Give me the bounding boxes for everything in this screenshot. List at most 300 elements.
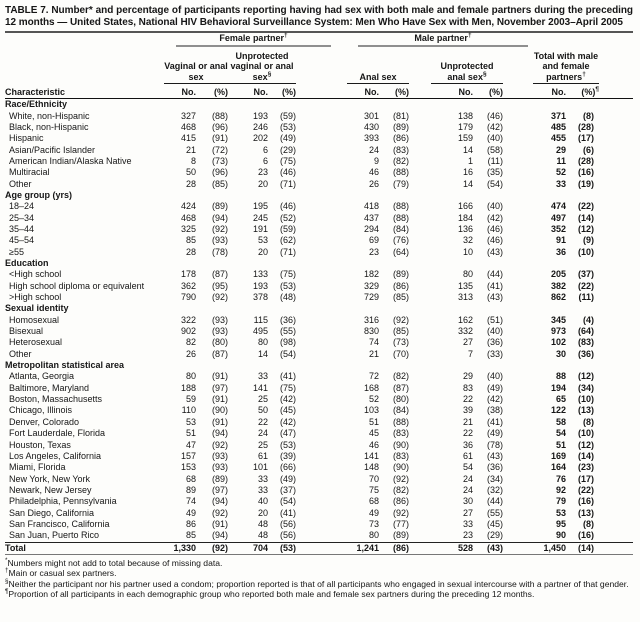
pct-cell: (43) [486, 292, 503, 303]
count-cell: 88 [555, 371, 566, 382]
footnotes [5, 558, 633, 599]
pct-cell: (96) [211, 167, 228, 178]
count-cell: 20 [257, 246, 268, 257]
row-label: Asian/Pacific Islander [9, 144, 96, 155]
pct-cell: (10) [577, 394, 594, 405]
subheader-unprotected-anal-sex: Unprotected anal sex§ [409, 47, 503, 84]
count-cell: 973 [550, 326, 566, 337]
count-cell: 91 [555, 235, 566, 246]
table-row [5, 451, 633, 462]
pct-cell: (92) [211, 439, 228, 450]
pct-cell: (83) [577, 337, 594, 348]
count-cell: 73 [368, 518, 379, 529]
count-cell: 902 [180, 326, 196, 337]
count-cell: 371 [550, 110, 566, 121]
footnote-partners: †Main or casual sex partners. [5, 567, 117, 579]
count-cell: 497 [550, 212, 566, 223]
count-cell: 28 [185, 246, 196, 257]
pct-cell: (90) [392, 462, 409, 473]
count-cell: 790 [180, 292, 196, 303]
count-cell: 29 [555, 144, 566, 155]
pct-cell: (92) [392, 473, 409, 484]
pct-cell: (58) [486, 144, 503, 155]
count-cell: 33 [257, 484, 268, 495]
table-row [5, 133, 633, 144]
pilcrow-footnote-marker: ¶ [5, 587, 9, 595]
characteristic-label: Characteristic [5, 87, 66, 98]
pct-cell: (84) [392, 223, 409, 234]
count-cell: 101 [252, 462, 268, 473]
total-row [5, 542, 633, 554]
pct-cell: (54) [279, 496, 296, 507]
row-label: White, non-Hispanic [9, 110, 90, 121]
count-cell: 329 [363, 280, 379, 291]
count-cell: 424 [180, 201, 196, 212]
count-cell: 32 [462, 235, 473, 246]
pct-column-header: (%) [268, 84, 296, 99]
pct-cell: (29) [279, 144, 296, 155]
pct-cell: (53) [279, 280, 296, 291]
pct-cell: (78) [486, 439, 503, 450]
pct-cell: (91) [211, 518, 228, 529]
row-label: Baltimore, Maryland [9, 382, 90, 393]
count-cell: 184 [457, 212, 473, 223]
pct-cell: (54) [279, 348, 296, 359]
subheader-anal-sex: Anal sex [296, 47, 409, 84]
dagger-footnote-marker: † [283, 32, 288, 40]
table-body [5, 99, 633, 555]
count-cell: 9 [373, 155, 379, 166]
count-cell: 325 [180, 223, 196, 234]
pct-cell: (36) [577, 348, 594, 359]
count-cell: 194 [550, 382, 566, 393]
pct-cell: (78) [211, 246, 228, 257]
table-row [5, 213, 633, 224]
pct-cell: (45) [279, 405, 296, 416]
count-cell: 179 [457, 121, 473, 132]
pct-cell: (37) [577, 269, 594, 280]
pct-cell: (64) [577, 326, 594, 337]
pct-cell: (95) [211, 280, 228, 291]
count-cell: 8 [190, 155, 196, 166]
count-cell: 80 [462, 269, 473, 280]
count-cell: 122 [550, 405, 566, 416]
count-cell: 136 [457, 223, 473, 234]
row-label: High school diploma or equivalent [9, 280, 145, 291]
count-cell: 382 [550, 280, 566, 291]
pct-cell: (17) [577, 473, 594, 484]
table-row [5, 326, 633, 337]
pct-cell: (64) [392, 246, 409, 257]
table-row [5, 440, 633, 451]
pct-cell: (53) [279, 439, 296, 450]
count-cell: 69 [368, 235, 379, 246]
pct-cell: (55) [279, 326, 296, 337]
pct-cell: (66) [279, 462, 296, 473]
count-cell: 704 [228, 542, 268, 554]
pct-cell: (36) [279, 314, 296, 325]
pct-cell: (46) [486, 235, 503, 246]
pct-cell: (41) [279, 371, 296, 382]
pct-cell: (43) [486, 246, 503, 257]
count-cell: 58 [555, 416, 566, 427]
count-cell: 30 [462, 496, 473, 507]
count-cell: 164 [550, 462, 566, 473]
count-cell: 115 [253, 314, 268, 325]
count-cell: 110 [181, 405, 196, 416]
pct-cell: (54) [486, 178, 503, 189]
pct-cell: (41) [486, 280, 503, 291]
row-label: Philadelphia, Pennsylvania [9, 496, 117, 507]
count-cell: 24 [462, 484, 473, 495]
count-cell: 74 [368, 337, 379, 348]
row-label: New York, New York [9, 473, 91, 484]
pct-cell: (87) [211, 269, 228, 280]
count-cell: 193 [252, 110, 268, 121]
count-cell: 332 [457, 326, 473, 337]
count-cell: 10 [462, 246, 473, 257]
pct-cell: (47) [279, 428, 296, 439]
pct-cell: (94) [211, 212, 228, 223]
pct-cell: (56) [279, 530, 296, 541]
pct-cell: (42) [486, 394, 503, 405]
pct-cell: (72) [211, 144, 228, 155]
male-partner-label: Male partner† [358, 33, 528, 47]
row-label: Boston, Massachusetts [9, 394, 103, 405]
count-cell: 61 [462, 450, 473, 461]
count-cell: 138 [457, 110, 473, 121]
pct-cell: (8) [583, 110, 594, 121]
count-cell: 39 [462, 405, 473, 416]
count-cell: 33 [462, 518, 473, 529]
pct-cell: (93) [211, 314, 228, 325]
count-cell: 153 [180, 462, 196, 473]
count-cell: 68 [185, 473, 196, 484]
pct-cell: (71) [279, 246, 296, 257]
count-cell: 45 [368, 428, 379, 439]
pct-cell: (88) [392, 212, 409, 223]
pct-cell: (82) [392, 484, 409, 495]
table-row [5, 405, 633, 416]
asterisk-footnote-marker: * [5, 557, 8, 565]
count-cell: 20 [257, 507, 268, 518]
count-cell: 51 [368, 416, 379, 427]
row-label: Heterosexual [9, 337, 63, 348]
pct-cell: (9) [583, 235, 594, 246]
count-cell: 148 [363, 462, 379, 473]
pct-cell: (28) [577, 155, 594, 166]
pct-cell: (10) [577, 428, 594, 439]
count-cell: 70 [368, 473, 379, 484]
pct-cell: (85) [392, 326, 409, 337]
count-cell: 191 [252, 223, 268, 234]
pct-cell: (12) [577, 223, 594, 234]
count-cell: 82 [185, 337, 196, 348]
pct-cell: (73) [392, 337, 409, 348]
section-header-row [5, 190, 633, 201]
table-row [5, 315, 633, 326]
dagger-footnote-marker: † [5, 567, 9, 575]
pct-cell: (89) [392, 530, 409, 541]
count-cell: 86 [185, 518, 196, 529]
count-cell: 468 [180, 212, 196, 223]
pct-cell: (85) [211, 178, 228, 189]
row-label: ≥55 [9, 246, 24, 257]
count-cell: 75 [368, 484, 379, 495]
count-cell: 345 [550, 314, 566, 325]
row-label: Bisexual [9, 326, 44, 337]
pct-cell: (89) [211, 201, 228, 212]
count-cell: 21 [185, 144, 196, 155]
count-cell: 246 [252, 121, 268, 132]
count-cell: 528 [409, 542, 473, 554]
row-label: Black, non-Hispanic [9, 121, 89, 132]
pct-cell: (70) [392, 348, 409, 359]
count-cell: 28 [185, 178, 196, 189]
pct-cell: (37) [279, 484, 296, 495]
count-cell: 1 [467, 155, 473, 166]
count-cell: 80 [257, 337, 268, 348]
pct-cell: (90) [211, 405, 228, 416]
row-label: Homosexual [9, 314, 60, 325]
pct-cell: (80) [392, 394, 409, 405]
count-cell: 36 [555, 246, 566, 257]
count-cell: 16 [462, 167, 473, 178]
section-sign-footnote-marker: § [482, 70, 487, 78]
pct-cell: (75) [279, 155, 296, 166]
pct-cell: (46) [279, 201, 296, 212]
table-row [5, 269, 633, 280]
total-group-header [503, 32, 633, 84]
pct-cell: (14) [577, 450, 594, 461]
row-label: Miami, Florida [9, 462, 66, 473]
section-header-row [5, 258, 633, 269]
pct-cell: (91) [211, 394, 228, 405]
pct-cell: (42) [279, 416, 296, 427]
pct-cell: (22) [577, 201, 594, 212]
no-column-header: No. [503, 84, 566, 99]
count-cell: 205 [550, 269, 566, 280]
dagger-footnote-marker: † [582, 70, 586, 78]
female-partner-group-header [159, 32, 296, 47]
pct-cell: (53) [279, 121, 296, 132]
table-row [5, 179, 633, 190]
pct-cell: (49) [486, 382, 503, 393]
pct-cell: (92) [211, 223, 228, 234]
row-label: Fort Lauderdale, Florida [9, 428, 106, 439]
count-cell: 141 [363, 450, 379, 461]
pct-cell: (53) [268, 542, 296, 554]
count-cell: 76 [555, 473, 566, 484]
table-row [5, 496, 633, 507]
count-cell: 245 [252, 212, 268, 223]
count-cell: 178 [180, 269, 196, 280]
male-partner-group-header [296, 32, 503, 47]
count-cell: 729 [363, 292, 379, 303]
pct-cell: (94) [211, 530, 228, 541]
pct-cell: (22) [577, 484, 594, 495]
pct-cell: (83) [392, 144, 409, 155]
group-header-row [5, 32, 633, 47]
pct-cell: (14) [566, 542, 633, 554]
count-cell: 47 [185, 439, 196, 450]
dagger-footnote-marker: † [467, 32, 472, 40]
count-cell: 430 [363, 121, 379, 132]
pct-cell: (81) [392, 110, 409, 121]
pct-cell: (79) [392, 178, 409, 189]
count-cell: 53 [555, 507, 566, 518]
count-cell: 40 [257, 496, 268, 507]
count-cell: 202 [252, 133, 268, 144]
row-label: Total [5, 542, 159, 554]
count-cell: 437 [363, 212, 379, 223]
table-row [5, 247, 633, 258]
pct-cell: (43) [486, 450, 503, 461]
pct-cell: (39) [279, 450, 296, 461]
pct-cell: (87) [211, 348, 228, 359]
count-cell: 85 [185, 235, 196, 246]
pct-cell: (86) [392, 133, 409, 144]
count-cell: 27 [462, 337, 473, 348]
footnote-proportion: ¶Proportion of all participants in each demographic group who reported both male and female sex partners during the preceding 12 months. [5, 587, 535, 599]
count-cell: 33 [257, 371, 268, 382]
count-cell: 415 [180, 133, 196, 144]
count-cell: 21 [368, 348, 379, 359]
count-cell: 378 [252, 292, 268, 303]
pct-cell: (93) [211, 462, 228, 473]
count-cell: 6 [262, 155, 268, 166]
section-sign-footnote-marker: § [267, 70, 272, 78]
table-row [5, 145, 633, 156]
data-table [5, 31, 633, 555]
pct-cell: (86) [392, 496, 409, 507]
table-row [5, 485, 633, 496]
section-header-row [5, 303, 633, 314]
pct-column-header: (%) [473, 84, 503, 99]
pct-cell: (6) [583, 144, 594, 155]
table-row [5, 519, 633, 530]
table-row [5, 508, 633, 519]
count-cell: 23 [368, 246, 379, 257]
no-column-header: No. [409, 84, 473, 99]
row-label: 35–44 [9, 223, 35, 234]
pct-cell: (41) [279, 507, 296, 518]
pct-column-header: (%) [196, 84, 228, 99]
table-row [5, 337, 633, 348]
pct-cell: (41) [486, 416, 503, 427]
pct-cell: (92) [196, 542, 228, 554]
pct-cell: (38) [486, 405, 503, 416]
row-label: San Juan, Puerto Rico [9, 530, 100, 541]
footnote-missing-data: *Numbers might not add to total because of missing data. [5, 557, 223, 568]
count-cell: 24 [368, 144, 379, 155]
pct-cell: (16) [577, 496, 594, 507]
count-cell: 166 [457, 201, 473, 212]
count-cell: 474 [550, 201, 566, 212]
table-row [5, 201, 633, 212]
count-cell: 74 [185, 496, 196, 507]
pct-cell: (40) [486, 326, 503, 337]
pct-cell: (84) [392, 405, 409, 416]
pct-total-column-header: (%)¶ [566, 84, 633, 99]
count-cell: 49 [368, 507, 379, 518]
row-label: 45–54 [9, 235, 35, 246]
table-title: TABLE 7. Number* and percentage of participants reporting having had sex with both male and female partners during the preceding 12 months — United States, National HIV Behavioral Surveillance System: Men Who Have Sex with Men, November 2003–April 2005 [5, 5, 633, 28]
count-cell: 22 [462, 394, 473, 405]
count-cell: 182 [363, 269, 379, 280]
no-column-header: No. [296, 84, 379, 99]
pct-cell: (19) [577, 178, 594, 189]
pct-cell: (46) [486, 110, 503, 121]
count-cell: 48 [257, 518, 268, 529]
table-row [5, 122, 633, 133]
count-cell: 54 [462, 462, 473, 473]
pct-cell: (44) [486, 496, 503, 507]
subheader-vaginal-or-anal-sex: Vaginal or anal sex [159, 47, 228, 84]
pct-cell: (12) [577, 371, 594, 382]
count-cell: 26 [185, 348, 196, 359]
pct-cell: (11) [578, 292, 594, 303]
pct-cell: (89) [392, 269, 409, 280]
count-cell: 162 [457, 314, 473, 325]
table-row [5, 462, 633, 473]
pct-cell: (40) [486, 201, 503, 212]
count-cell: 33 [555, 178, 566, 189]
count-cell: 90 [555, 530, 566, 541]
count-cell: 65 [555, 394, 566, 405]
pct-cell: (56) [279, 518, 296, 529]
pct-cell: (23) [577, 462, 594, 473]
pct-cell: (29) [486, 530, 503, 541]
pct-cell: (71) [279, 178, 296, 189]
pct-cell: (82) [392, 371, 409, 382]
pct-cell: (88) [392, 167, 409, 178]
pct-cell: (42) [279, 394, 296, 405]
pct-cell: (40) [486, 371, 503, 382]
count-cell: 159 [457, 133, 473, 144]
count-cell: 169 [550, 450, 566, 461]
count-cell: 1,330 [159, 542, 196, 554]
pct-cell: (13) [577, 507, 594, 518]
count-cell: 80 [368, 530, 379, 541]
count-cell: 102 [550, 337, 566, 348]
count-cell: 188 [180, 382, 196, 393]
count-cell: 25 [257, 394, 268, 405]
pct-cell: (45) [486, 518, 503, 529]
pct-cell: (80) [211, 337, 228, 348]
pct-cell: (40) [486, 133, 503, 144]
pct-cell: (97) [211, 484, 228, 495]
pct-cell: (91) [211, 371, 228, 382]
count-cell: 36 [462, 439, 473, 450]
table-row [5, 111, 633, 122]
count-cell: 352 [550, 223, 566, 234]
count-cell: 294 [363, 223, 379, 234]
pct-cell: (59) [279, 223, 296, 234]
pct-cell: (96) [211, 121, 228, 132]
row-label: Other [9, 348, 32, 359]
count-cell: 168 [363, 382, 379, 393]
pct-cell: (92) [392, 507, 409, 518]
pct-cell: (92) [211, 292, 228, 303]
count-cell: 24 [462, 473, 473, 484]
pct-cell: (14) [577, 212, 594, 223]
count-cell: 495 [252, 326, 268, 337]
count-cell: 51 [185, 428, 196, 439]
count-cell: 27 [462, 507, 473, 518]
pct-cell: (28) [577, 121, 594, 132]
pct-cell: (44) [486, 269, 503, 280]
